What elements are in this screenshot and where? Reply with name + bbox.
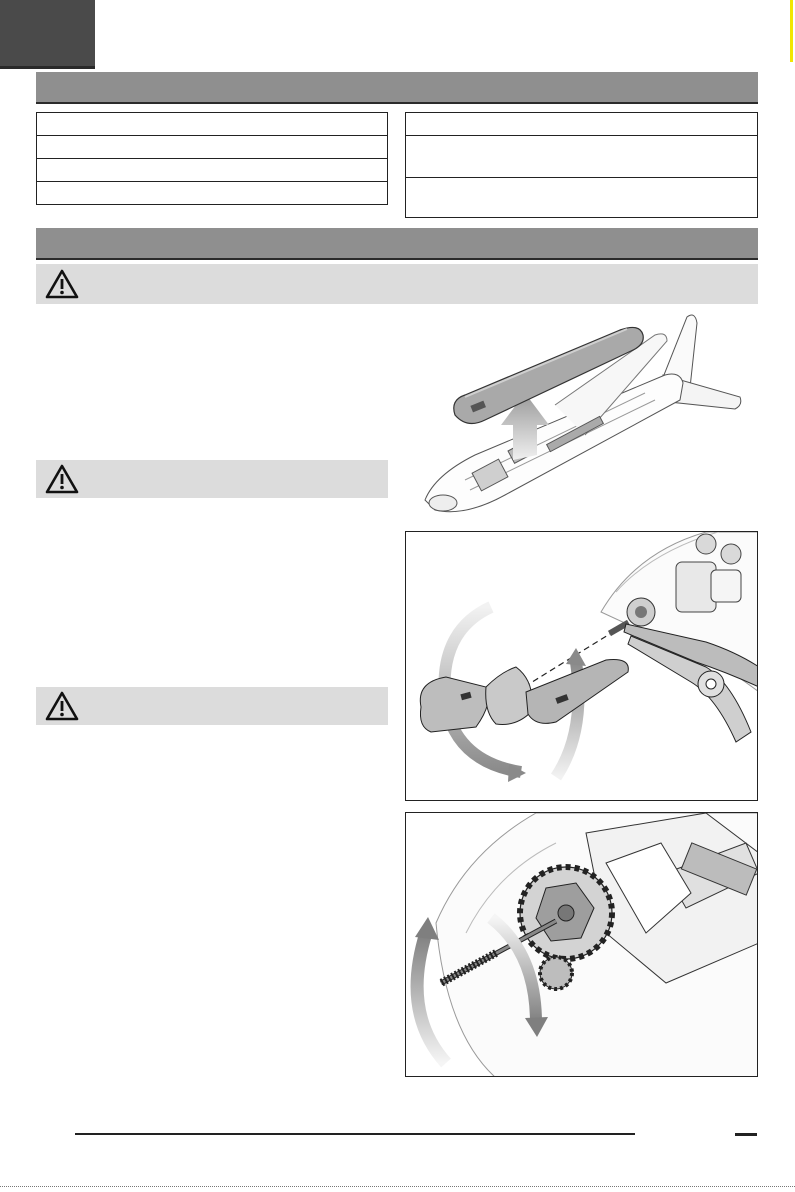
warning-banner-3	[36, 687, 388, 725]
edge-marker	[790, 0, 793, 62]
table-row	[406, 113, 757, 136]
propeller-removal-figure	[405, 531, 758, 801]
warning-triangle-icon	[45, 269, 79, 299]
warning-triangle-icon	[45, 464, 79, 494]
warning-banner-2	[36, 460, 388, 498]
section-bar-2	[36, 228, 758, 258]
propeller-removal-illustration	[406, 532, 758, 801]
table-row	[37, 136, 387, 159]
page-number-marker	[735, 1133, 757, 1136]
section-bar-2-rule	[36, 258, 758, 260]
table-row	[406, 178, 757, 217]
section-bar-1-rule	[36, 102, 758, 104]
table-row	[406, 136, 757, 178]
spec-table-left	[36, 112, 388, 205]
table-row	[37, 159, 387, 182]
table-row	[37, 182, 387, 204]
corner-tab-edge	[0, 66, 95, 69]
bottom-dotted-rule	[0, 1186, 795, 1187]
warning-triangle-icon	[45, 691, 79, 721]
gear-shaft-illustration	[406, 813, 758, 1077]
corner-tab	[0, 0, 95, 66]
footer-rule	[75, 1133, 635, 1135]
canopy-removal-illustration	[405, 305, 758, 520]
spec-table-right	[405, 112, 758, 218]
warning-banner-1	[36, 264, 758, 304]
gear-shaft-figure	[405, 812, 758, 1077]
table-row	[37, 113, 387, 136]
section-bar-1	[36, 72, 758, 102]
